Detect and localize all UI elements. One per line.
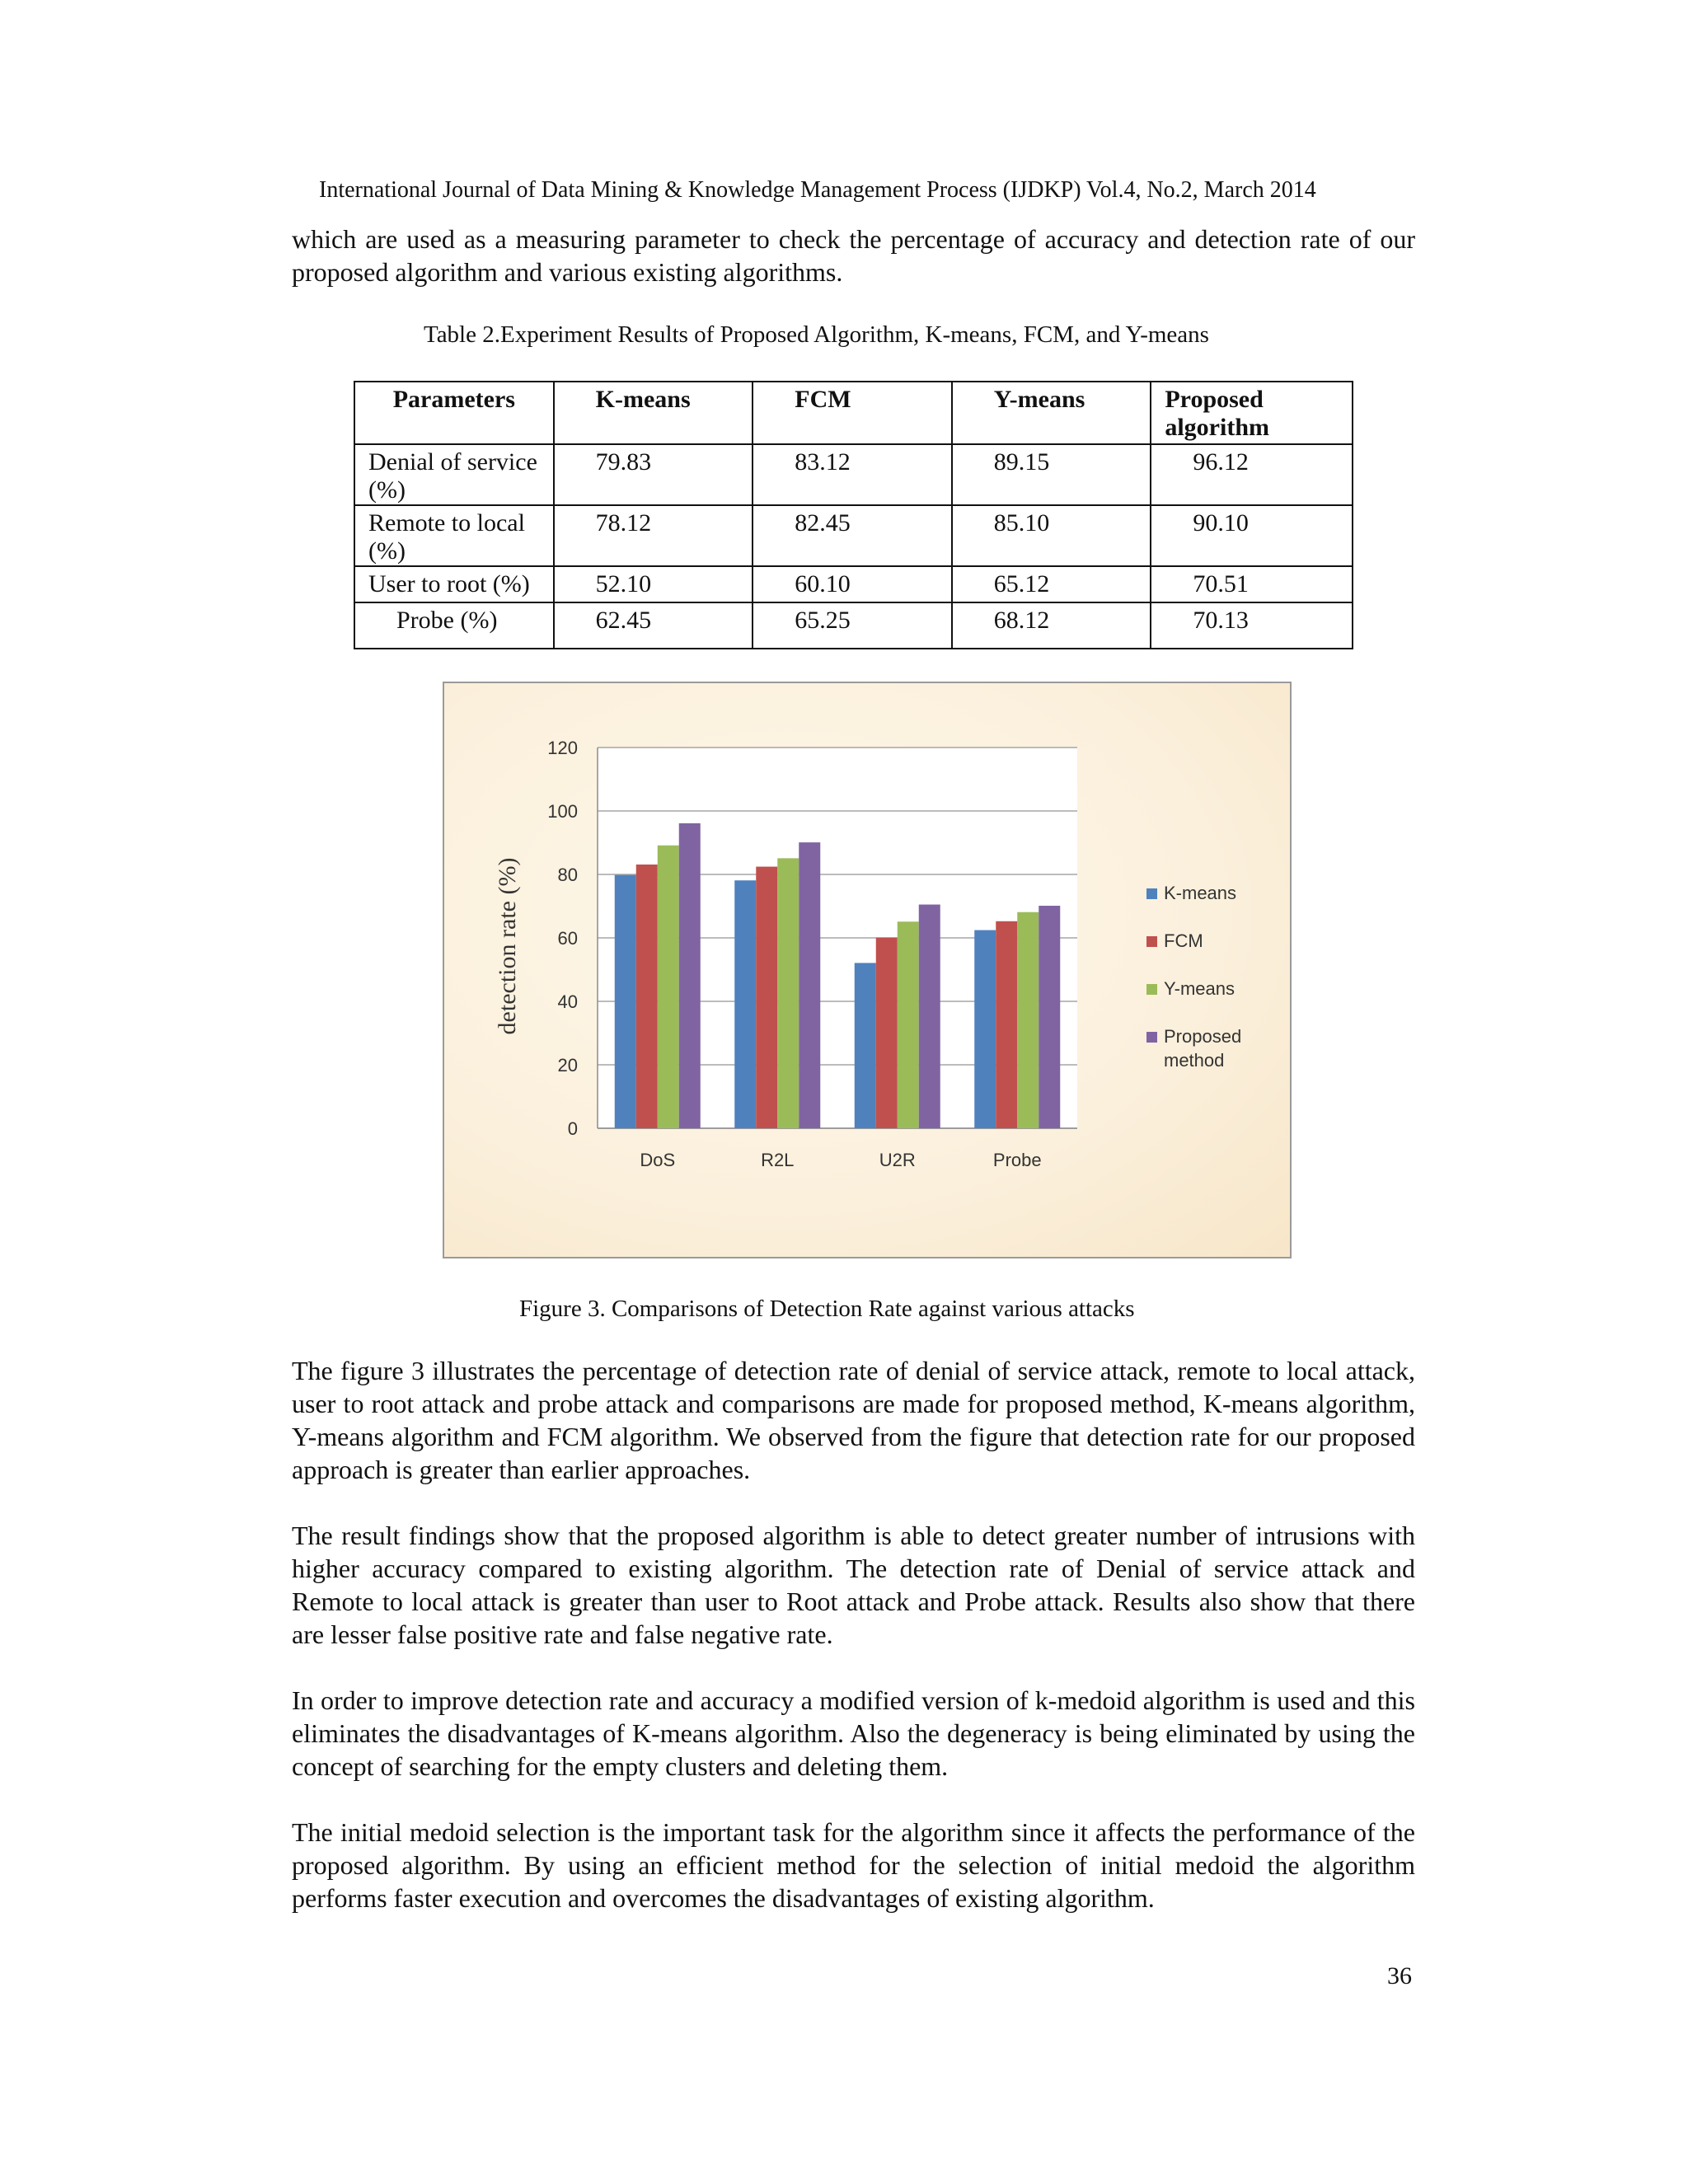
table-row: [354, 505, 1353, 566]
legend-swatch: [1146, 936, 1157, 947]
header-ymeans: Y-means: [952, 382, 1151, 444]
bar: [1039, 906, 1060, 1128]
table-caption: Table 2.Experiment Results of Proposed Algorithm, K-means, FCM, and Y-means: [424, 321, 1209, 348]
y-axis-label: detection rate (%): [494, 857, 521, 1035]
table-cell: 70.51: [1151, 566, 1353, 602]
bar: [996, 921, 1017, 1128]
header-kmeans: K-means: [554, 382, 753, 444]
y-tick-label: 20: [557, 1055, 578, 1076]
y-tick-label: 100: [547, 801, 578, 822]
table-row: [354, 602, 1353, 649]
x-tick-label: Probe: [992, 1150, 1042, 1170]
body-paragraph-3: In order to improve detection rate and accuracy a modified version of k-medoid algorithm is used and this eliminates the disadvantages of K-means algorithm. Also the degeneracy is being eliminated by using the concept of searching for the empty clusters and deleting them.: [292, 1685, 1415, 1781]
legend-swatch: [1146, 984, 1157, 995]
table-cell: 96.12: [1151, 444, 1353, 505]
bar: [974, 930, 996, 1128]
bar: [636, 865, 658, 1128]
row-label: Probe (%): [354, 602, 554, 649]
y-tick-label: 40: [557, 991, 578, 1012]
figure-caption: Figure 3. Comparisons of Detection Rate against various attacks: [519, 1296, 1135, 1322]
legend-label: K-means: [1164, 883, 1237, 903]
bar: [658, 846, 679, 1128]
body-paragraph-2: The result findings show that the proposed algorithm is able to detect greater number of intrusions with higher accuracy compared to existing algorithm. The detection rate of Denial of service attack and Remote to local attack is greater than user to Root attack and Probe attack. Results also show that there are lesser false positive rate and false negative rate.: [292, 1521, 1415, 1649]
x-tick-label: DoS: [640, 1150, 676, 1170]
bar: [734, 880, 756, 1128]
table-cell: 62.45: [554, 602, 753, 649]
bar: [756, 867, 777, 1128]
table-cell: 89.15: [952, 444, 1151, 505]
figure-chart-panel: [443, 682, 1292, 1258]
header-proposed: Proposed algorithm: [1151, 382, 1353, 444]
table-cell: 83.12: [753, 444, 952, 505]
row-label: User to root (%): [354, 566, 554, 602]
bar: [898, 921, 919, 1128]
y-tick-label: 120: [547, 738, 578, 758]
legend-label: FCM: [1164, 930, 1203, 951]
table-cell: 65.12: [952, 566, 1151, 602]
bar: [855, 963, 876, 1128]
legend-label: Proposed method: [1164, 1026, 1242, 1071]
table-cell: 85.10: [952, 505, 1151, 566]
table-header-row: [354, 382, 1353, 444]
header-parameters: Parameters: [354, 382, 554, 444]
bar: [799, 842, 820, 1128]
header-fcm: FCM: [753, 382, 952, 444]
row-label: Denial of service (%): [354, 444, 554, 505]
table-cell: 52.10: [554, 566, 753, 602]
table-cell: 65.25: [753, 602, 952, 649]
legend-swatch: [1146, 1032, 1157, 1043]
intro-paragraph: which are used as a measuring parameter to check the percentage of accuracy and detection rate of our proposed algorithm and various existing algorithms.: [292, 224, 1415, 287]
table-cell: 68.12: [952, 602, 1151, 649]
running-header: International Journal of Data Mining & Knowledge Management Process (IJDKP) Vol.4, No.2, March 2014: [319, 177, 1316, 203]
bar: [919, 905, 940, 1128]
table-cell: 60.10: [753, 566, 952, 602]
body-paragraph-4: The initial medoid selection is the important task for the algorithm since it affects the performance of the proposed algorithm. By using an efficient method for the selection of initial medoid the algorithm performs faster execution and overcomes the disadvantages of existing algorithm.: [292, 1817, 1415, 1913]
results-table: [354, 381, 1353, 649]
legend-label: Y-means: [1164, 978, 1236, 999]
y-tick-label: 0: [567, 1118, 578, 1139]
bar-chart: [444, 683, 1290, 1257]
table-cell: 90.10: [1151, 505, 1353, 566]
y-tick-label: 80: [557, 865, 578, 885]
x-tick-label: U2R: [879, 1150, 916, 1170]
legend-swatch: [1146, 888, 1157, 899]
table-row: [354, 566, 1353, 602]
table-row: [354, 444, 1353, 505]
table-cell: 70.13: [1151, 602, 1353, 649]
table-cell: 78.12: [554, 505, 753, 566]
bar: [679, 823, 701, 1128]
x-tick-label: R2L: [761, 1150, 795, 1170]
row-label: Remote to local (%): [354, 505, 554, 566]
table-cell: 79.83: [554, 444, 753, 505]
y-tick-label: 60: [557, 928, 578, 949]
body-paragraph-1: The figure 3 illustrates the percentage of detection rate of denial of service attack, remote to local attack, user to root attack and probe attack and comparisons are made for proposed method, K-means algorithm, Y-means algorithm and FCM algorithm. We observed from the figure that detection rate for our proposed approach is greater than earlier approaches.: [292, 1356, 1415, 1484]
bar: [615, 875, 636, 1128]
bar: [876, 938, 898, 1128]
table-cell: 82.45: [753, 505, 952, 566]
page-number: 36: [1387, 1962, 1412, 1990]
bar: [777, 858, 799, 1128]
bar: [1017, 912, 1039, 1128]
